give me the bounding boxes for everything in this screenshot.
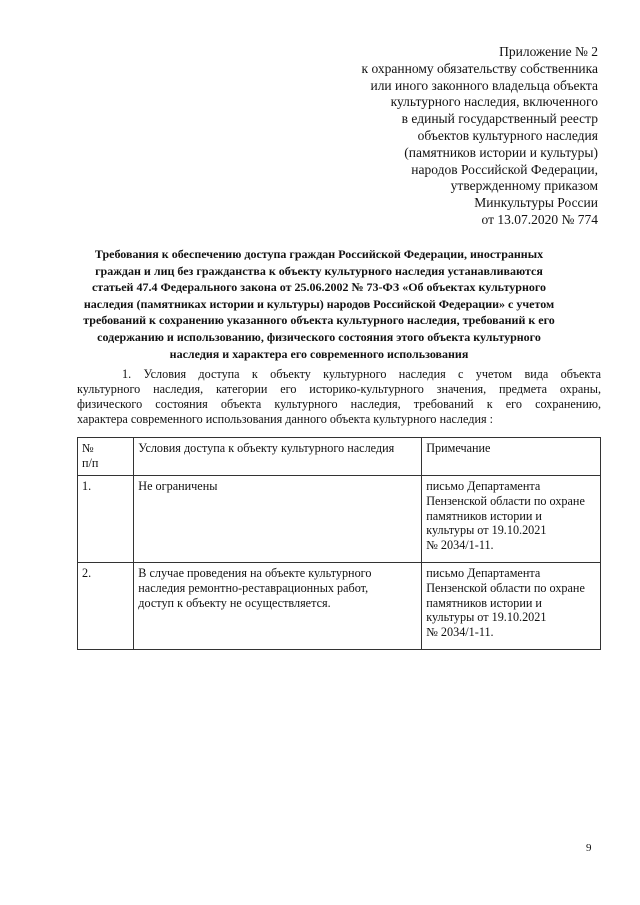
note-line: письмо Департамента: [426, 479, 541, 493]
heading-line: требований к сохранению указанного объекта культурного наследия, требований к его: [83, 313, 555, 328]
heading-line: наследия и характера его современного использования: [169, 346, 469, 361]
heading-line: содержанию и использованию, физического состояния этого объекта культурного: [97, 329, 541, 344]
appendix-line: утвержденному приказом: [450, 178, 598, 194]
note-line: культуры от 19.10.2021: [426, 610, 547, 625]
row-note: [422, 563, 601, 650]
appendix-line: культурного наследия, включенного: [390, 94, 598, 110]
appendix-header: [362, 44, 598, 229]
access-conditions-table: [77, 437, 601, 650]
conditions-line: доступ к объекту не осуществляется.: [138, 595, 331, 610]
conditions-line: В случае проведения на объекте культурного: [138, 566, 372, 580]
row-note: [422, 476, 601, 563]
note-line: № 2034/1-11.: [426, 538, 494, 553]
header-number-line: п/п: [82, 455, 99, 470]
header-note: Примечание: [422, 438, 601, 476]
conditions-line: Не ограничены: [138, 479, 218, 493]
note-line: памятников истории и: [426, 508, 542, 523]
header-number-line: №: [82, 441, 94, 455]
paragraph-line: физического состояния объекта культурного наследия, требований к его сохранению,: [77, 396, 601, 411]
note-line: № 2034/1-11.: [426, 625, 494, 640]
table-header-row: [78, 438, 601, 476]
row-conditions: [134, 563, 422, 650]
note-line: письмо Департамента: [426, 566, 541, 580]
appendix-line: Минкультуры России: [474, 195, 598, 211]
appendix-line: от 13.07.2020 № 774: [481, 211, 598, 227]
appendix-line: к охранному обязательству собственника: [361, 60, 598, 76]
heading-line: наследия (памятниках истории и культуры) народов Российской Федерации» с учетом: [83, 296, 555, 311]
conditions-paragraph: [77, 367, 601, 427]
heading-line: статьей 47.4 Федерального закона от 25.06.2002 № 73-ФЗ «Об объектах культурного: [91, 280, 547, 295]
header-number: [78, 438, 134, 476]
table-row: [78, 476, 601, 563]
appendix-line: в единый государственный реестр: [401, 111, 598, 127]
note-line: Пензенской области по охране: [426, 580, 585, 595]
appendix-line: или иного законного владельца объекта: [370, 77, 598, 93]
paragraph-line: 1. Условия доступа к объекту культурного наследия с учетом вида объекта: [122, 367, 601, 381]
conditions-line: наследия ремонтно-реставрационных работ,: [138, 580, 369, 595]
appendix-line: Приложение № 2: [499, 44, 598, 59]
appendix-line: (памятников истории и культуры): [404, 144, 598, 160]
row-conditions: [134, 476, 422, 563]
row-number: 1.: [78, 476, 134, 563]
heading-line: граждан и лиц без гражданства к объекту культурного наследия устанавливаются: [95, 263, 543, 278]
row-number: 2.: [78, 563, 134, 650]
note-line: памятников истории и: [426, 595, 542, 610]
paragraph-line: культурного наследия, категории его историко-культурного значения, предмета охраны,: [77, 381, 601, 396]
appendix-line: народов Российской Федерации,: [411, 161, 598, 177]
paragraph-line: характера современного использования данного объекта культурного наследия :: [77, 411, 494, 426]
page-number: 9: [586, 842, 592, 854]
appendix-line: объектов культурного наследия: [417, 127, 598, 143]
heading-line: Требования к обеспечению доступа граждан Российской Федерации, иностранных: [94, 247, 544, 261]
table-row: [78, 563, 601, 650]
note-line: Пензенской области по охране: [426, 493, 585, 508]
document-heading: [80, 246, 558, 362]
note-line: культуры от 19.10.2021: [426, 523, 547, 538]
header-conditions: Условия доступа к объекту культурного наследия: [134, 438, 422, 476]
